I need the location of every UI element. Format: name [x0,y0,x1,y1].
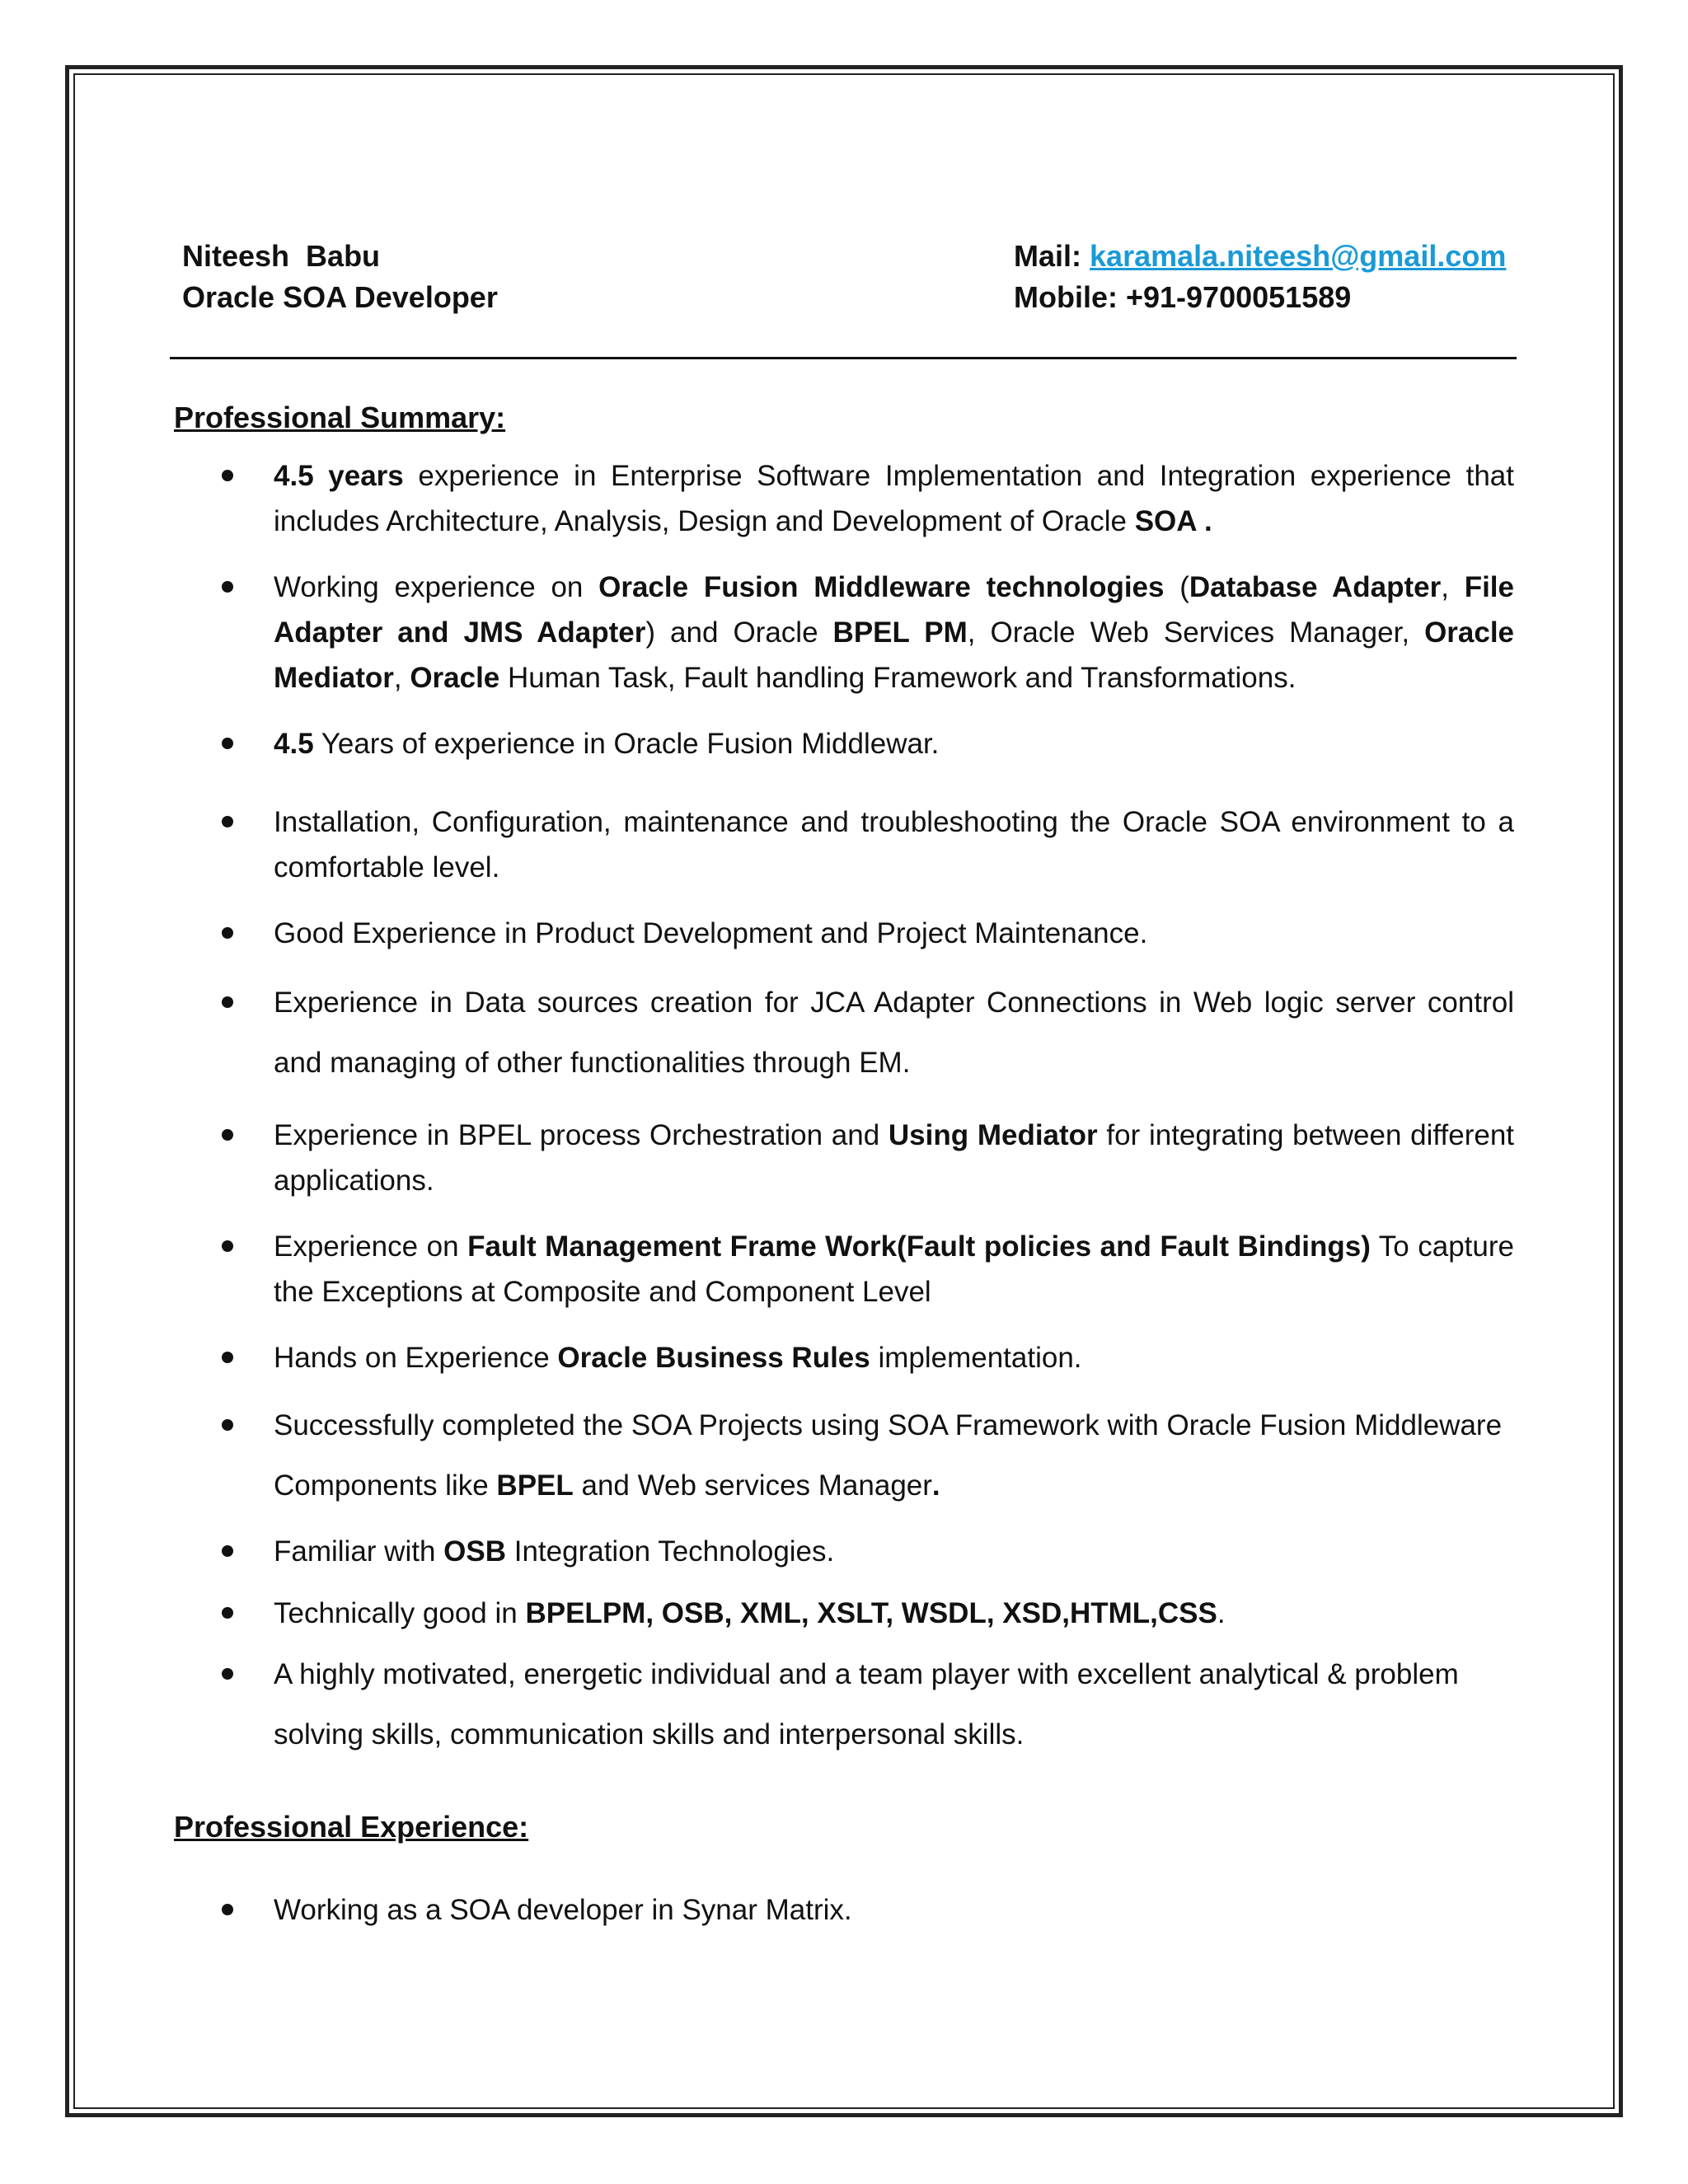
bullet-dot [222,1240,233,1252]
summary-item-text: Experience in Data sources creation for JCA Adapter Connections in Web logic server control and managing of other functionalities through EM. [274,987,1514,1079]
summary-item-text: 4.5 Years of experience in Oracle Fusion Middlewar. [274,728,940,760]
candidate-name: Niteesh Babu [182,239,381,273]
bullet-dot [222,1545,233,1557]
summary-item-text: 4.5 years experience in Enterprise Software Implementation and Integration experience that includes Architecture, Analysis, Design and Development of Oracle SOA . [274,460,1514,537]
bullet-dot [222,996,233,1008]
experience-heading: Professional Experience: [174,1810,529,1844]
summary-item-text: Familiar with OSB Integration Technologies. [274,1535,835,1568]
bullet-dot [222,1129,233,1141]
mobile-line: Mobile: +91-9700051589 [1014,280,1352,314]
summary-item-text: Good Experience in Product Development and Project Maintenance. [274,917,1148,949]
summary-item-text: Working experience on Oracle Fusion Middleware technologies (Database Adapter, File Adapter and JMS Adapter) and Oracle BPEL PM, Oracle Web Services Manager, Oracle Mediator, Oracle Human Task, Fault handling Framework and Transformations. [274,571,1515,694]
header-right [1014,236,1506,318]
summary-item-text: Hands on Experience Oracle Business Rules implementation. [274,1342,1082,1374]
bullet-dot [222,1668,233,1680]
bullet-dot [222,1419,233,1431]
experience-item-text: Working as a SOA developer in Synar Matrix. [274,1894,852,1926]
bullet-dot [222,1607,233,1619]
bullet-dot [222,927,233,939]
summary-item-text: Technically good in BPELPM, OSB, XML, XSLT, WSDL, XSD,HTML,CSS. [274,1597,1226,1629]
header-left [182,236,498,318]
summary-item-text: Experience on Fault Management Frame Work(Fault policies and Fault Bindings) To capture the Exceptions at Composite and Component Level [274,1230,1514,1308]
summary-item-text: Installation, Configuration, maintenance and troubleshooting the Oracle SOA environment to a comfortable level. [274,806,1514,883]
summary-item-text: A highly motivated, energetic individual and a team player with excellent analytical & problem solving skills, communication skills and interpersonal skills. [274,1658,1459,1750]
candidate-title: Oracle SOA Developer [182,280,498,314]
bullet-dot [222,816,233,827]
bullet-dot [222,1904,233,1915]
email-link[interactable]: karamala.niteesh@gmail.com [1090,239,1507,273]
summary-heading: Professional Summary: [174,401,506,434]
bullet-dot [222,1352,233,1363]
mail-label: Mail: [1014,239,1082,273]
bullet-dot [222,470,233,481]
header-divider [170,357,1517,359]
summary-item-text: Experience in BPEL process Orchestration and Using Mediator for integrating between different applications. [274,1119,1515,1197]
summary-item-text: Successfully completed the SOA Projects using SOA Framework with Oracle Fusion Middleware Components like BPEL and Web services Manager. [274,1409,1503,1502]
bullet-dot [222,738,233,749]
mail-line [1014,236,1506,277]
bullet-dot [222,581,233,593]
